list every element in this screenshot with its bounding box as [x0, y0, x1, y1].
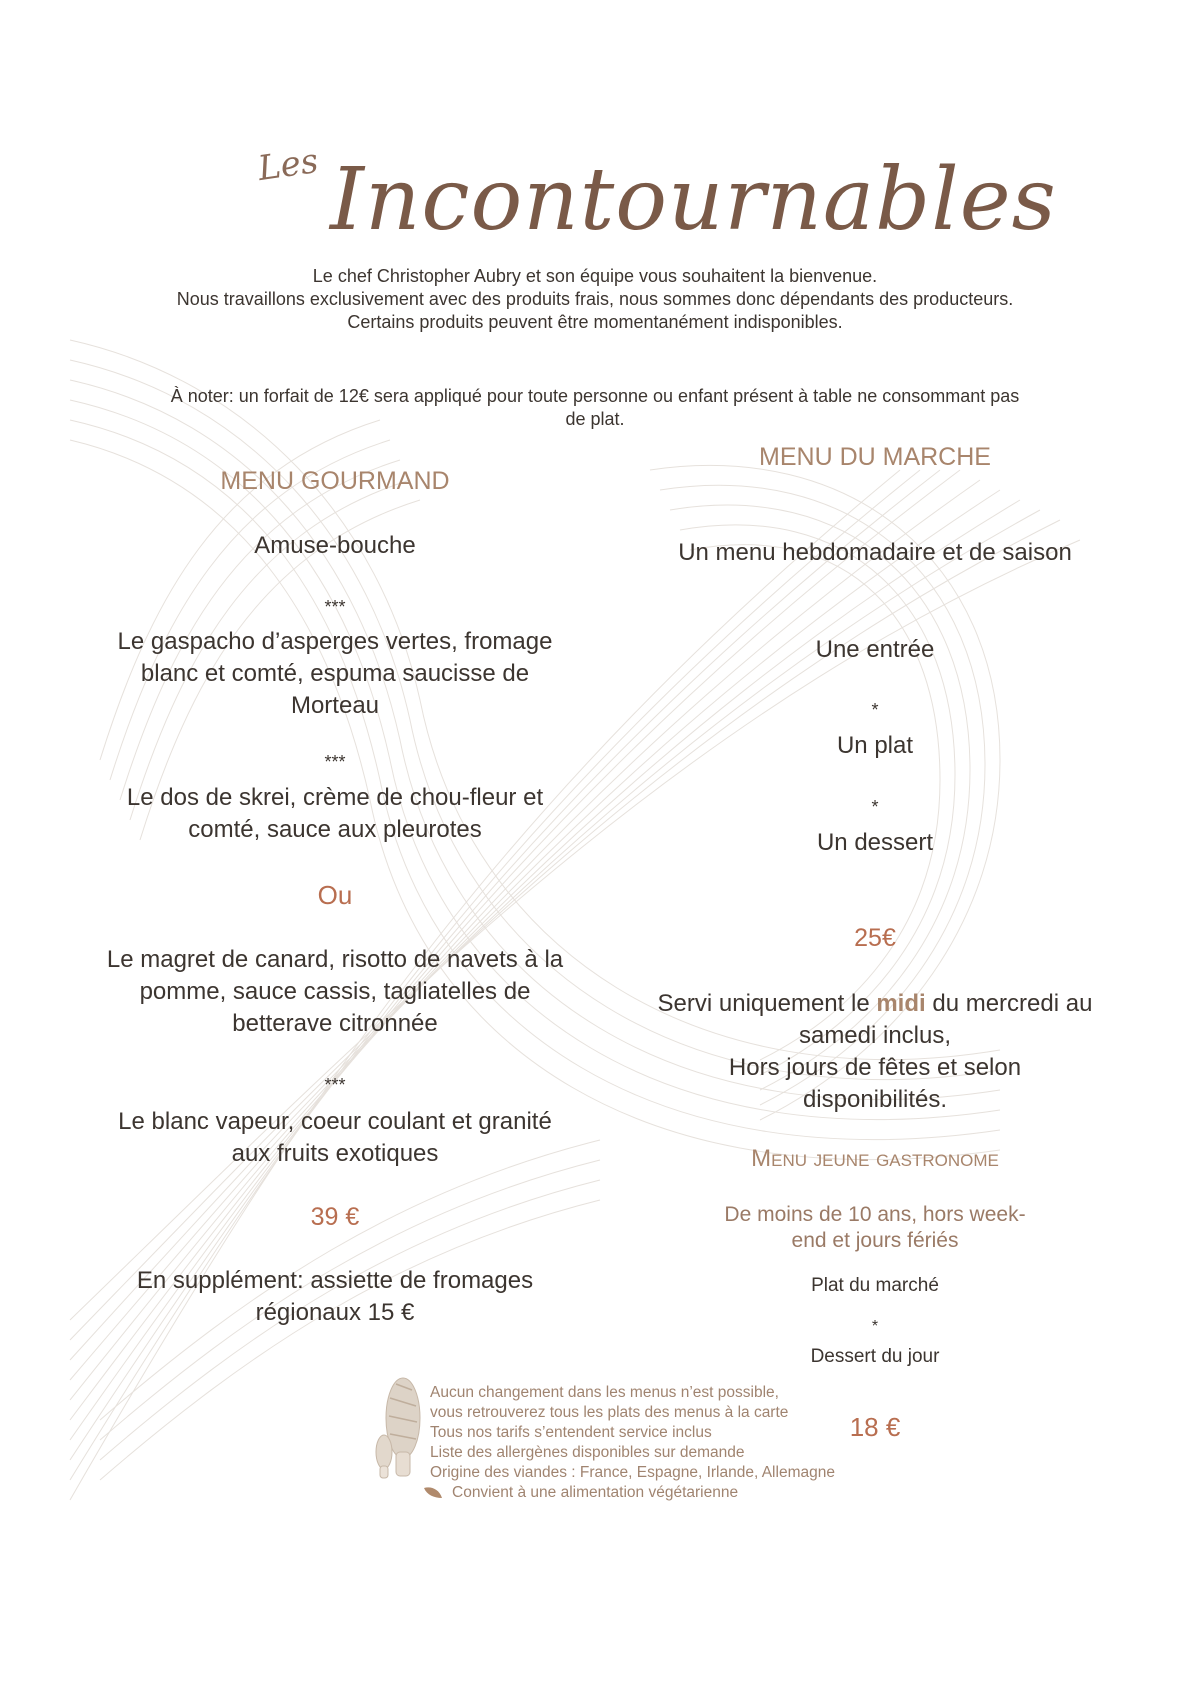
- marche-item-dessert: Un dessert: [816, 829, 934, 856]
- footer-notes: [430, 1383, 890, 1503]
- note-line: Tous nos tarifs s’entendent service inclus: [430, 1424, 712, 1441]
- leaf-icon: [423, 1486, 443, 1500]
- separator: ***: [324, 1075, 346, 1095]
- note-line: Origine des viandes : France, Espagne, Irlande, Allemagne: [430, 1464, 835, 1481]
- intro-line: Nous travaillons exclusivement avec des produits frais, nous sommes donc dépendants des producteurs.: [176, 289, 1014, 309]
- table-charge-note: [70, 385, 1120, 431]
- or-divider: Ou: [317, 880, 353, 910]
- menu-jeune-price: 18 €: [849, 1412, 901, 1442]
- amuse-bouche: Amuse-bouche: [254, 532, 416, 559]
- marche-item-plat: Un plat: [836, 732, 914, 759]
- jeune-item-dessert: Dessert du jour: [810, 1346, 940, 1367]
- note-line: À noter: un forfait de 12€ sera appliqué pour toute personne ou enfant présent à table ne consommant pas: [170, 386, 1020, 406]
- note-line: de plat.: [565, 409, 625, 429]
- menu-gourmand-price: 39 €: [310, 1203, 360, 1231]
- intro-line: Le chef Christopher Aubry et son équipe vous souhaitent la bienvenue.: [312, 266, 878, 286]
- note-line: Liste des allergènes disponibles sur demande: [430, 1444, 745, 1461]
- separator: ***: [324, 752, 346, 772]
- entree-dish: Le gaspacho d’asperges vertes, fromage blanc et comté, espuma saucisse de Morteau: [117, 628, 553, 719]
- title-small: Les: [255, 141, 321, 189]
- jeune-item-plat: Plat du marché: [811, 1275, 939, 1296]
- plat-fish-dish: Le dos de skrei, crème de chou-fleur et comté, sauce aux pleurotes: [126, 784, 544, 843]
- marche-item-entree: Une entrée: [815, 636, 935, 663]
- dessert-dish: Le blanc vapeur, coeur coulant et granité aux fruits exotiques: [118, 1108, 552, 1167]
- service-conditions: Servi uniquement le midi du mercredi au samedi inclus, Hors jours de fêtes et selon disponibilités.: [657, 990, 1093, 1113]
- menu-jeune-title: Menu jeune gastronome: [751, 1145, 999, 1172]
- note-line: Aucun changement dans les menus n’est possible,: [430, 1384, 779, 1401]
- page-title: Incontournables: [330, 150, 1057, 250]
- intro-line: Certains produits peuvent être momentanément indisponibles.: [347, 312, 843, 332]
- menu-marche-subtitle: Un menu hebdomadaire et de saison: [678, 539, 1072, 566]
- cheese-supplement: En supplément: assiette de fromages régionaux 15 €: [136, 1267, 534, 1326]
- menu-jeune-description: De moins de 10 ans, hors week- end et jours fériés: [724, 1203, 1026, 1252]
- star-separator: *: [871, 797, 879, 817]
- star-separator: *: [871, 1318, 879, 1335]
- vegetarian-legend: Convient à une alimentation végétarienne: [430, 1483, 890, 1503]
- star-separator: *: [871, 700, 879, 720]
- separator: ***: [324, 597, 346, 617]
- note-line: vous retrouverez tous les plats des menus à la carte: [430, 1404, 789, 1421]
- morel-mushroom-illustration: [376, 1378, 420, 1478]
- menu-marche-price: 25€: [854, 924, 896, 952]
- menu-gourmand-title: MENU GOURMAND: [220, 467, 450, 495]
- midi-highlight: midi: [876, 990, 926, 1017]
- menu-marche-title: MENU DU MARCHE: [759, 443, 991, 471]
- intro-block: [70, 265, 1120, 334]
- plat-duck-dish: Le magret de canard, risotto de navets à la pomme, sauce cassis, tagliatelles de betterave citronnée: [106, 946, 564, 1037]
